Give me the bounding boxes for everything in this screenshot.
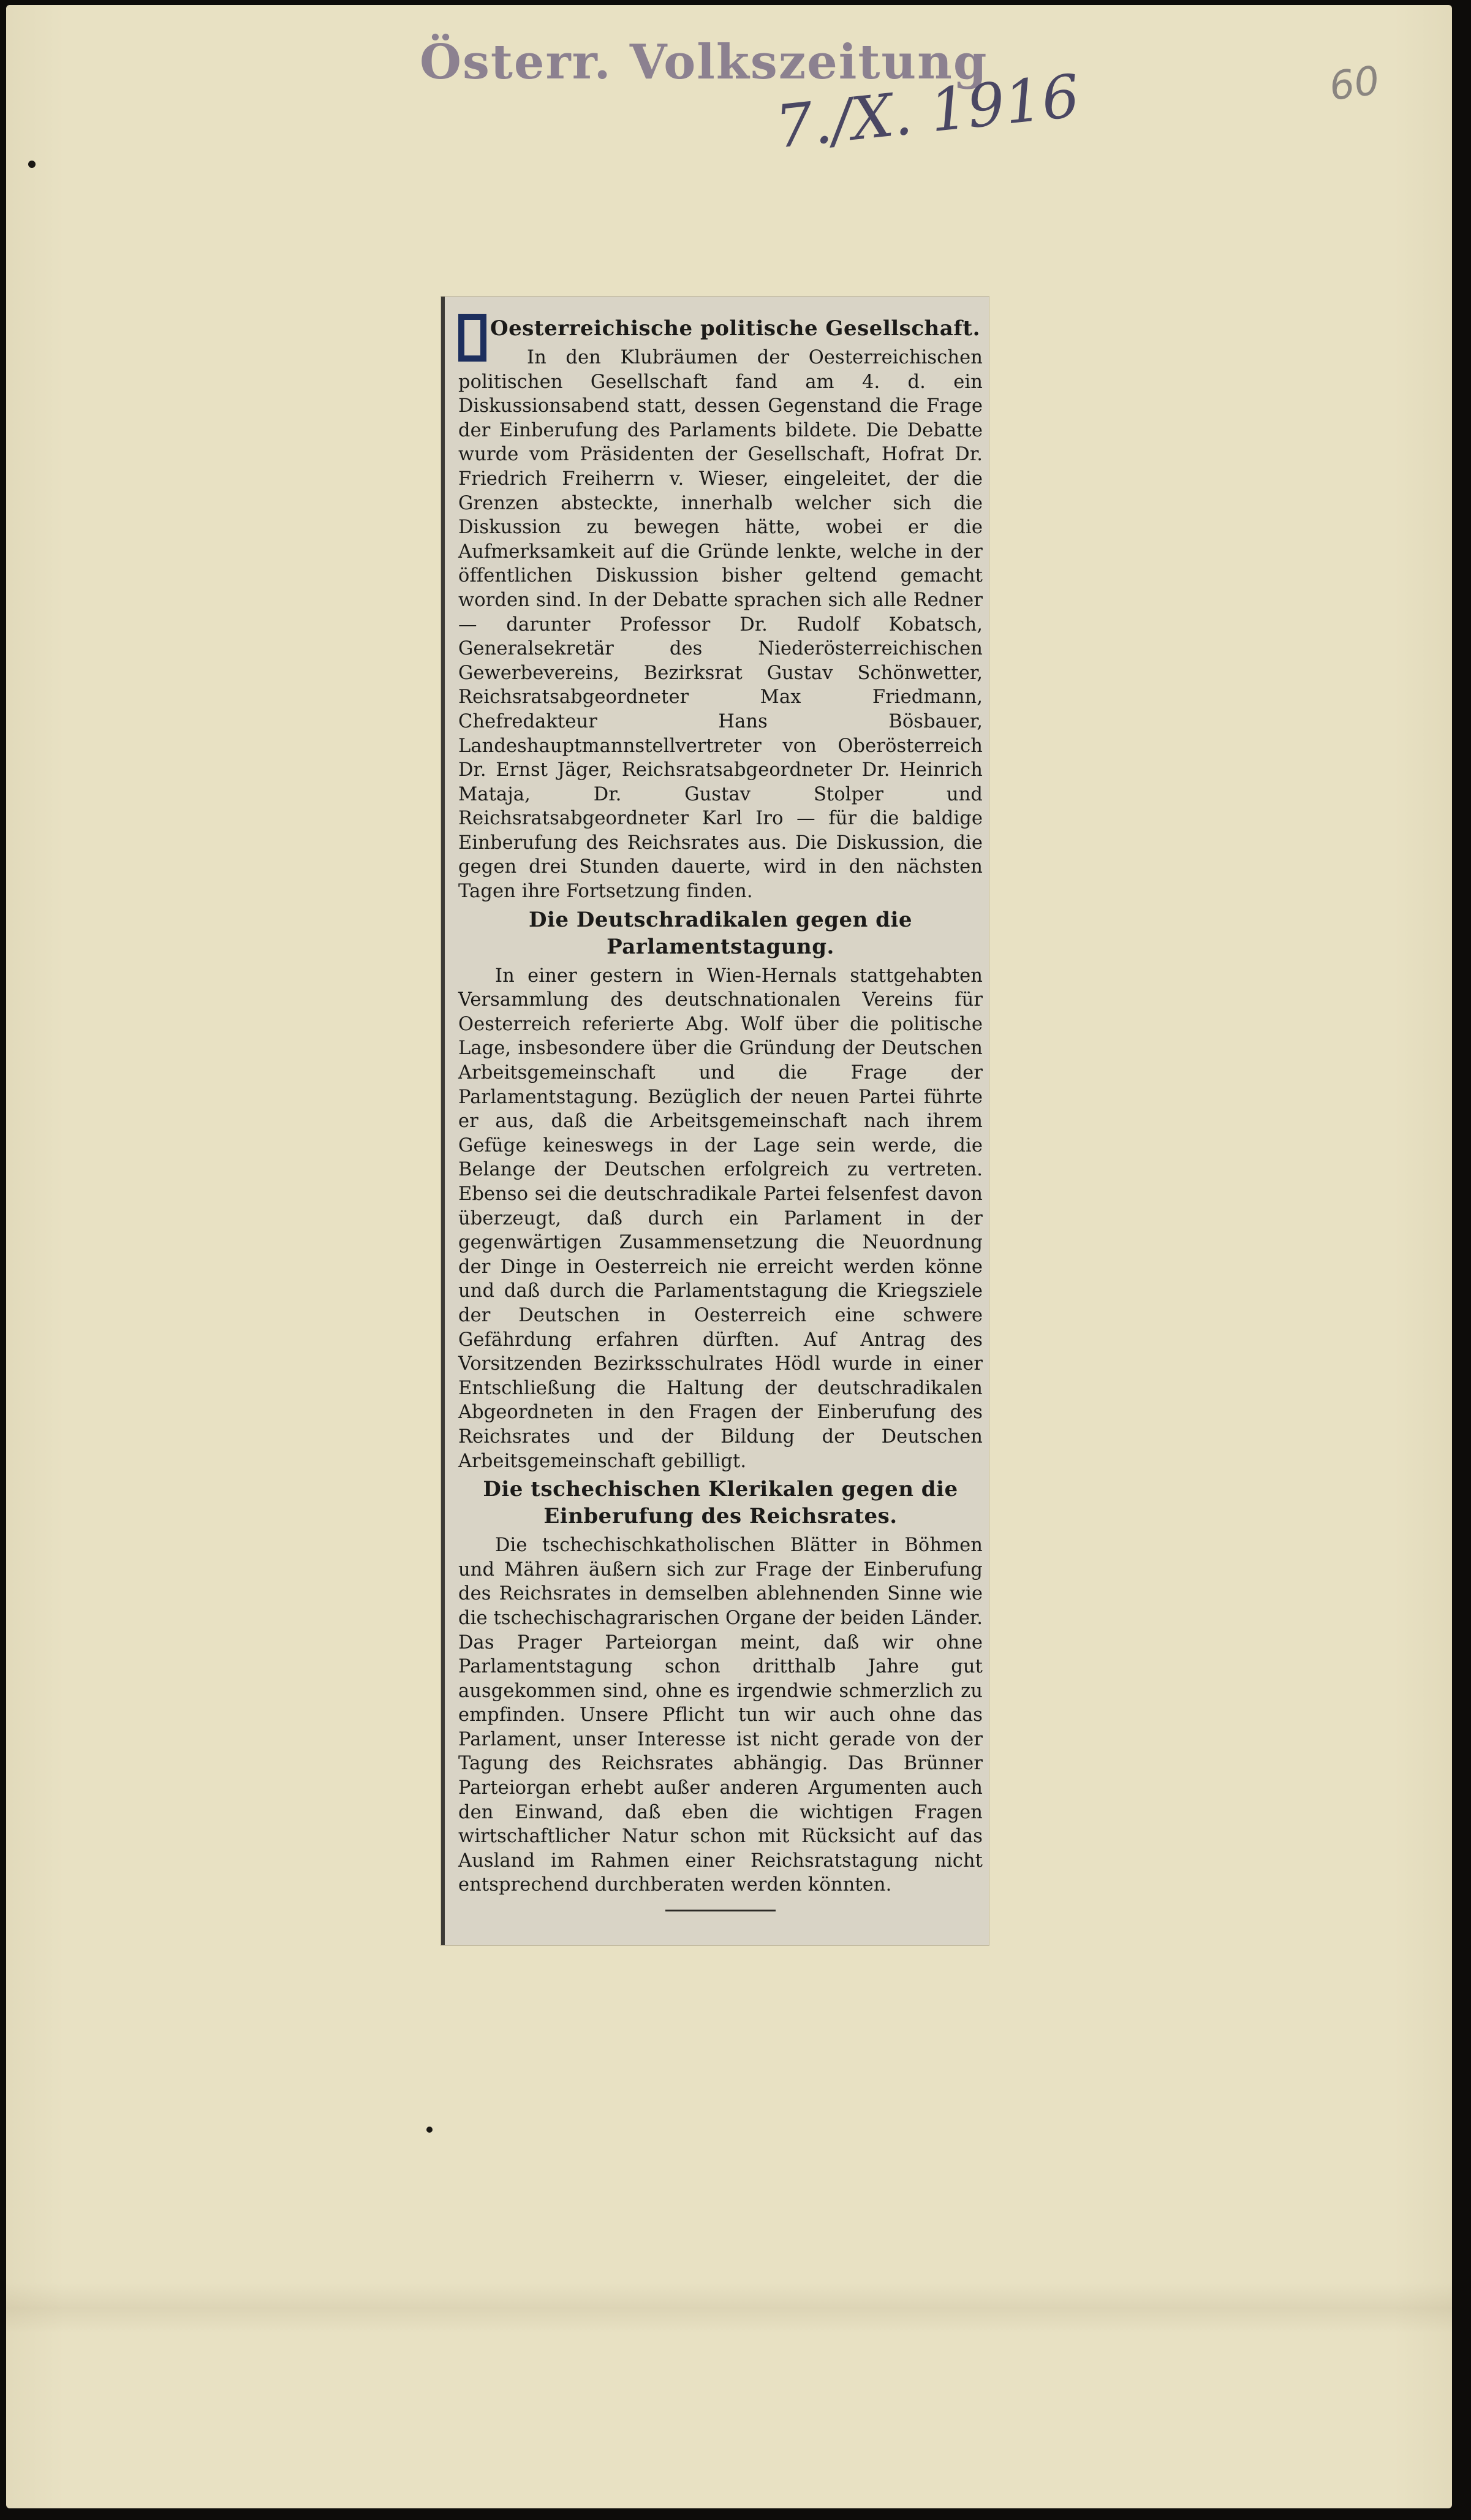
section-body-klerikale: Die tschechischkatholischen Blätter in Böhmen und Mähren äußern sich zur Frage der Einberufung des Reichsrates in demselben ablehnenden Sinne wie die tschechischagrarischen Organe der beiden Länder. Das Prager Parteiorgan meint, daß wir ohne Parlamentstagung schon dritthalb Jahre gut ausgekommen sind, ohne es irgendwie schmerzlich zu empfinden. Unsere Pflicht tun wir auch ohne das Parlament, unser Interesse ist nicht gerade von der Tagung des Reichsrates abhängig. Das Brünner Parteiorgan erhebt außer anderen Argumenten auch den Einwand, daß eben die wichtigen Fragen wirtschaftlicher Natur schon mit Rücksicht auf das Ausland im Rahmen einer Reichsratstagung nicht entsprechend durchberaten werden könnten.: [458, 1535, 983, 1896]
section-title-klerikale: Die tschechischen Klerikalen gegen die Einberufung des Reichsrates.: [483, 1477, 958, 1529]
newspaper-source-stamp: Österr. Volkszeitung: [420, 34, 988, 90]
closing-rule: [665, 1910, 776, 1911]
handwritten-date: 7./X. 1916: [772, 61, 1083, 162]
archive-sheet: [6, 5, 1452, 2508]
clipping-top-edge: [458, 300, 983, 313]
drop-cap-ornament: [458, 314, 486, 362]
section-title-deutschradikale: Die Deutschradikalen gegen die Parlamentstagung.: [529, 907, 912, 959]
section-body-gesellschaft: In den Klubräumen der Oesterreichischen politischen Gesellschaft fand am 4. d. ein Diskussionsabend statt, dessen Gegenstand die Frage der Einberufung des Parlaments bildete. Die Debatte wurde vom Präsidenten der Gesellschaft, Hofrat Dr. Friedrich Freiherrn v. Wieser, eingeleitet, der die Grenzen absteckte, innerhalb welcher sich die Diskussion zu bewegen hätte, wobei er die Aufmerksamkeit auf die Gründe lenkte, welche in der öffentlichen Diskussion bisher geltend gemacht worden sind. In der Debatte sprachen sich alle Redner — darunter Professor Dr. Rudolf Kobatsch, Generalsekretär des Niederösterreichischen Gewerbevereins, Bezirksrat Gustav Schönwetter, Reichsratsabgeordneter Max Friedmann, Chefredakteur Hans Bösbauer, Landeshauptmannstellvertreter von Oberösterreich Dr. Ernst Jäger, Reichsratsabgeordneter Dr. Heinrich Mataja, Dr. Gustav Stolper und Reichsratsabgeordneter Karl Iro — für die baldige Einberufung des Reichsrates aus. Die Diskussion, die gegen drei Stunden dauerte, wird in den nächsten Tagen ihre Fortsetzung finden.: [458, 347, 983, 903]
section-title-gesellschaft: Oesterreichische politische Gesellschaft.: [490, 316, 980, 341]
section-body-deutschradikale: In einer gestern in Wien-Hernals stattgehabten Versammlung des deutschnationalen Vereins für Oesterreich referierte Abg. Wolf über die politische Lage, insbesondere über die Gründung der Deutschen Arbeitsgemeinschaft und die Frage der Parlamentstagung. Bezüglich der neuen Partei führte er aus, daß die Arbeitsgemeinschaft nach ihrem Gefüge keineswegs in der Lage sein werde, die Belange der Deutschen erfolgreich zu vertreten. Ebenso sei die deutschradikale Partei felsenfest davon überzeugt, daß durch ein Parlament in der gegenwärtigen Zusammensetzung die Neuordnung der Dinge in Oesterreich nie erreicht werden könne und daß durch die Parlamentstagung die Kriegsziele der Deutschen in Oesterreich eine schwere Gefährdung erfahren dürften. Auf Antrag des Vorsitzenden Bezirksschulrates Hödl wurde in einer Entschließung die Haltung der deutschradikalen Abgeordneten in den Fragen der Einberufung des Reichsrates und der Bildung der Deutschen Arbeitsgemeinschaft gebilligt.: [458, 965, 983, 1472]
ink-speck: [426, 2127, 433, 2133]
ink-speck: [28, 161, 36, 168]
newspaper-clipping: [441, 297, 989, 1945]
page-number: 60: [1326, 58, 1383, 110]
